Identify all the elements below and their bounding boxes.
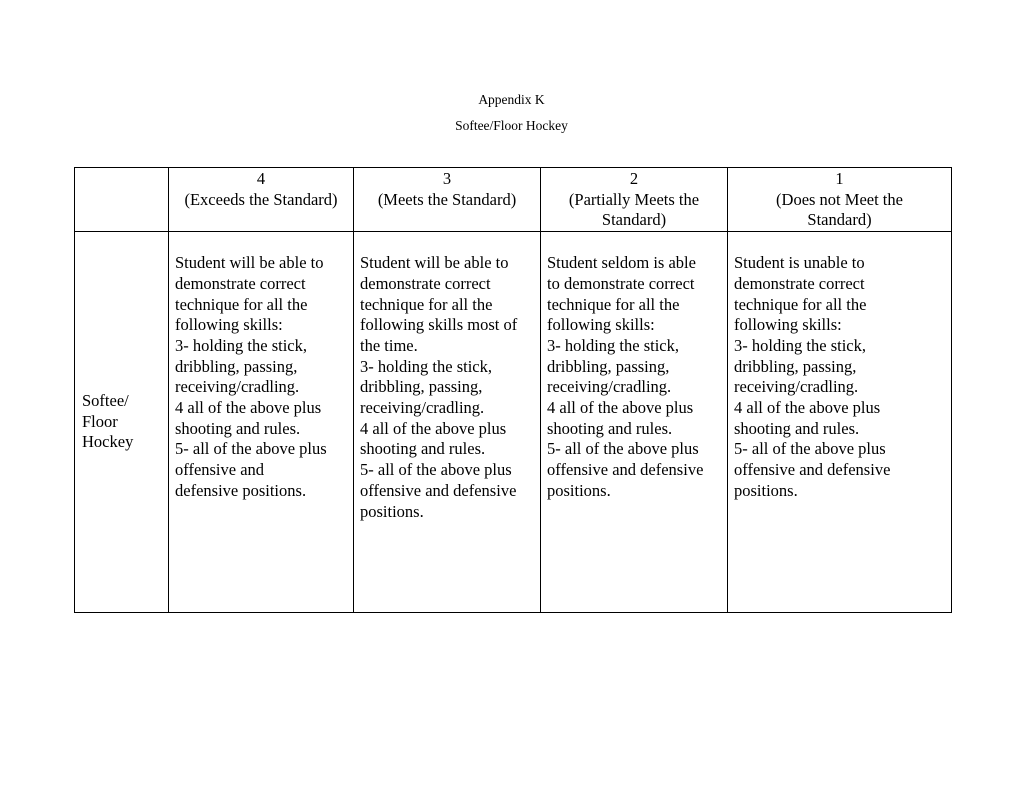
header-cell-score-1 [728,168,952,232]
criteria-cell-score-4 [169,232,354,613]
header-label: (Partially Meets the Standard) [568,189,700,230]
criteria-text: Student seldom is able to demonstrate correct technique for all the following skills: 3- holding the stick, dribbling, passing, receiving/cradling. 4 all of the above plus shooting and rules. 5- all of the above plus offensive and defensive positions. [547,253,704,500]
header-score: 2 [629,169,639,188]
criteria-cell-score-2 [541,232,728,613]
header-cell-score-4 [169,168,354,232]
header-score: 1 [835,169,844,188]
rubric-skill-row [75,232,952,613]
header-cell-score-2 [541,168,728,232]
row-label-cell [75,232,169,613]
criteria-text: Student will be able to demonstrate correct technique for all the following skills most of the time. 3- holding the stick, dribbling, passing, receiving/cradling. 4 all of the above plus shooting and rules. 5- all of the above plus offensive and defensive positions. [360,253,518,521]
criteria-cell-score-3 [354,232,541,613]
criteria-text: Student will be able to demonstrate correct technique for all the following skills: 3- holding the stick, dribbling, passing, receiving/cradling. 4 all of the above plus shooting and rules. 5- all of the above plus offensive and defensive positions. [175,253,327,500]
header-score: 3 [442,169,452,188]
header-score: 4 [256,169,266,188]
rubric-table [74,167,952,613]
appendix-title: Appendix K [478,92,545,107]
header-label: (Meets the Standard) [377,189,517,209]
row-label: Softee/ Floor Hockey [82,391,134,452]
criteria-text: Student is unable to demonstrate correct technique for all the following skills: 3- holding the stick, dribbling, passing, receiving/cradling. 4 all of the above plus shooting and rules. 5- all of the above plus offensive and defensive positions. [734,253,891,500]
rubric-header-row [75,168,952,232]
header-label: (Exceeds the Standard) [184,189,338,209]
criteria-cell-score-1 [728,232,952,613]
header-cell-score-3 [354,168,541,232]
document-subtitle: Softee/Floor Hockey [455,118,568,133]
header-label: (Does not Meet the Standard) [776,189,903,230]
header-cell-empty [75,168,169,232]
